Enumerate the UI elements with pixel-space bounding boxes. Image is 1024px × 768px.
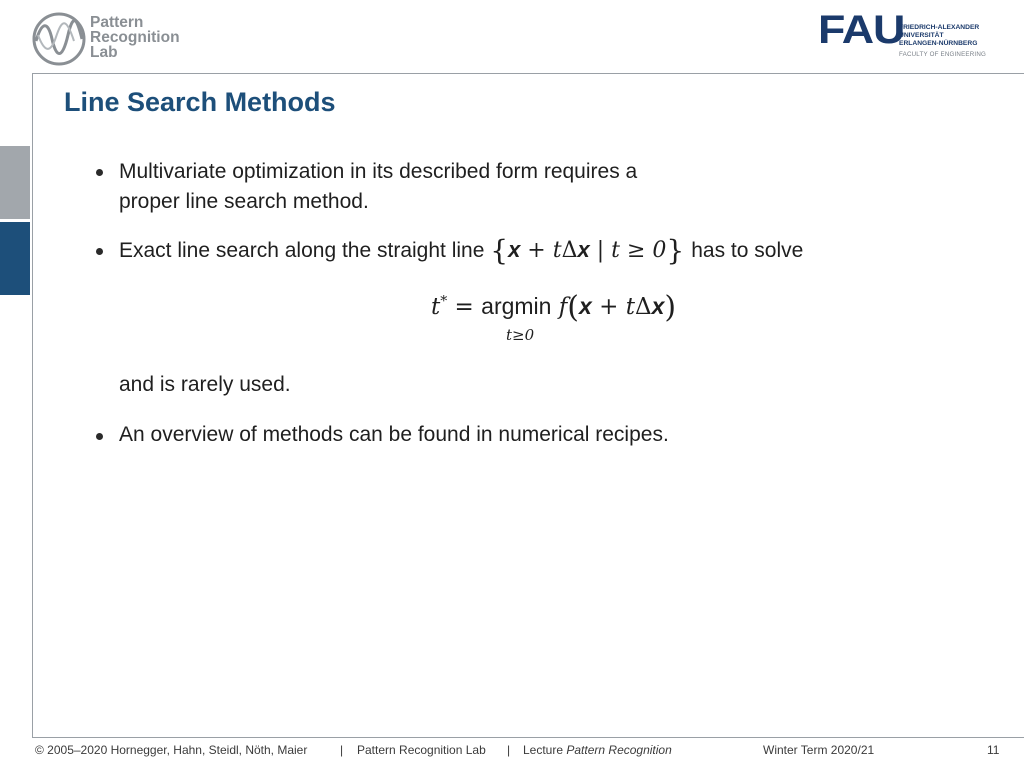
fau-university-name <box>899 24 979 48</box>
display-equation: t* = argmin f(x + tΔx) <box>431 290 677 325</box>
frame-left-rule <box>32 73 33 737</box>
side-tab-inactive <box>0 146 30 219</box>
bullet-line: proper line search method. <box>119 190 369 213</box>
math-var-x: x <box>577 237 590 262</box>
bullet-marker <box>96 169 103 176</box>
bullet-text-after: has to solve <box>691 239 804 262</box>
lab-logo-line: Pattern <box>90 14 144 31</box>
fau-faculty: FACULTY OF ENGINEERING <box>899 51 987 58</box>
eq-lhs-sup: * <box>440 293 448 310</box>
bullet-line: Multivariate optimization in its described form requires a <box>119 160 638 183</box>
fau-logo-wordmark: FAU <box>818 8 905 52</box>
bullet-marker <box>96 433 103 440</box>
bullet-text-before: Exact line search along the straight line <box>119 239 485 262</box>
slide-title: Line Search Methods <box>64 87 336 117</box>
fau-name-line: FRIEDRICH-ALEXANDER <box>899 24 980 31</box>
math-var-x: x <box>651 293 665 319</box>
eq-lhs: t <box>431 294 441 320</box>
math-delta: Δ <box>634 294 652 320</box>
fau-name-line: ERLANGEN-NÜRNBERG <box>899 40 978 48</box>
math-var-x: x <box>508 237 521 262</box>
bullet-text <box>119 235 803 266</box>
eq-function: f <box>558 294 568 320</box>
bullet-text <box>119 157 637 217</box>
fau-name-line: UNIVERSITÄT <box>899 32 944 40</box>
math-delta: Δ <box>561 238 578 263</box>
footer-separator: | <box>340 743 344 757</box>
bullet-continuation: and is rarely used. <box>119 373 291 396</box>
footer-term: Winter Term 2020/21 <box>763 743 875 757</box>
footer-copyright: © 2005–2020 Hornegger, Hahn, Steidl, Nöth, Maier <box>35 743 308 757</box>
math-var-t: t <box>552 238 562 263</box>
math-var-x: x <box>579 293 592 319</box>
math-var-t: t <box>625 294 635 320</box>
bullet-text: An overview of methods can be found in numerical recipes. <box>119 423 669 446</box>
lab-logo-text <box>90 15 180 60</box>
eq-subscript: t≥0 <box>506 326 535 344</box>
footer-lecture-name: Pattern Recognition <box>566 743 672 757</box>
set-expression: {x + tΔx | t ≥ 0} <box>490 234 685 267</box>
math-condition: t ≥ 0 <box>611 238 667 263</box>
lab-logo-line: Recognition <box>90 29 180 46</box>
footer-page-number: 11 <box>987 743 1000 757</box>
frame-bottom-rule <box>32 737 1024 738</box>
footer-lab: Pattern Recognition Lab <box>357 743 486 757</box>
footer-separator: | <box>507 743 511 757</box>
lab-logo-line: Lab <box>90 44 118 61</box>
frame-top-rule <box>32 73 1024 74</box>
side-tab-active <box>0 222 30 295</box>
footer-lecture-prefix: Lecture <box>523 743 564 757</box>
eq-operator: argmin <box>481 293 552 319</box>
footer-lecture <box>523 743 672 757</box>
bullet-marker <box>96 248 103 255</box>
